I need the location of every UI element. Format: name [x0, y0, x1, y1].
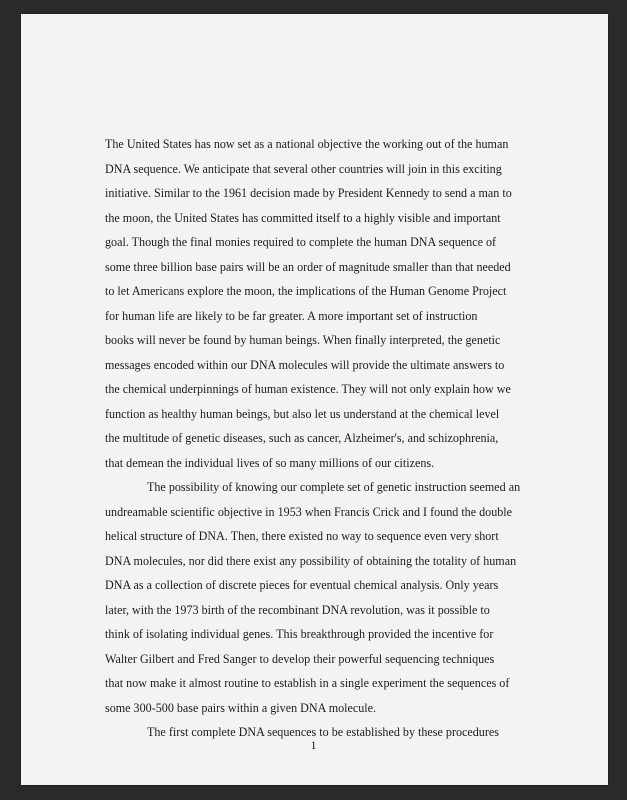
paragraph-first-line: The first complete DNA sequences to be established by these procedures	[147, 725, 499, 739]
text-line: that demean the individual lives of so many millions of our citizens.	[105, 455, 435, 470]
page-number: 1	[310, 738, 317, 752]
text-line: goal. Though the final monies required to complete the human DNA sequence of	[105, 235, 497, 249]
text-line: for human life are likely to be far greater. A more important set of instruction	[105, 308, 478, 323]
text-line: function as healthy human beings, but also let us understand at the chemical level	[105, 406, 500, 421]
text-line: the chemical underpinnings of human existence. They will not only explain how we	[105, 382, 511, 396]
text-line: some three billion base pairs will be an order of magnitude smaller than that needed	[105, 259, 511, 274]
text-line: later, with the 1973 birth of the recombinant DNA revolution, was it possible to	[105, 602, 490, 617]
text-line: messages encoded within our DNA molecules will provide the ultimate answers to	[105, 357, 505, 372]
text-line: DNA sequence. We anticipate that several other countries will join in this exciting	[105, 161, 502, 176]
text-line: Walter Gilbert and Fred Sanger to develop their powerful sequencing techniques	[105, 651, 495, 666]
text-line: the moon, the United States has committed itself to a highly visible and important	[105, 210, 501, 225]
text-line: that now make it almost routine to establish in a single experiment the sequences of	[105, 676, 510, 690]
text-line: think of isolating individual genes. This breakthrough provided the incentive for	[105, 627, 494, 641]
text-line: some 300-500 base pairs within a given DNA molecule.	[105, 700, 377, 715]
text-line: to let Americans explore the moon, the implications of the Human Genome Project	[105, 284, 507, 298]
text-line: DNA molecules, nor did there exist any possibility of obtaining the totality of human	[105, 553, 517, 568]
text-line: initiative. Similar to the 1961 decision made by President Kennedy to send a man to	[105, 186, 512, 200]
text-line: The United States has now set as a national objective the working out of the human	[105, 137, 509, 151]
paragraph-first-line: The possibility of knowing our complete set of genetic instruction seemed an	[147, 480, 521, 494]
document-body	[105, 132, 530, 745]
text-line: DNA as a collection of discrete pieces for eventual chemical analysis. Only years	[105, 578, 499, 592]
text-line: the multitude of genetic diseases, such as cancer, Alzheimer's, and schizophrenia,	[105, 431, 499, 445]
text-line: undreamable scientific objective in 1953 when Francis Crick and I found the double	[105, 504, 513, 519]
text-line: helical structure of DNA. Then, there existed no way to sequence even very short	[105, 529, 499, 543]
text-line: books will never be found by human beings. When finally interpreted, the genetic	[105, 333, 501, 347]
